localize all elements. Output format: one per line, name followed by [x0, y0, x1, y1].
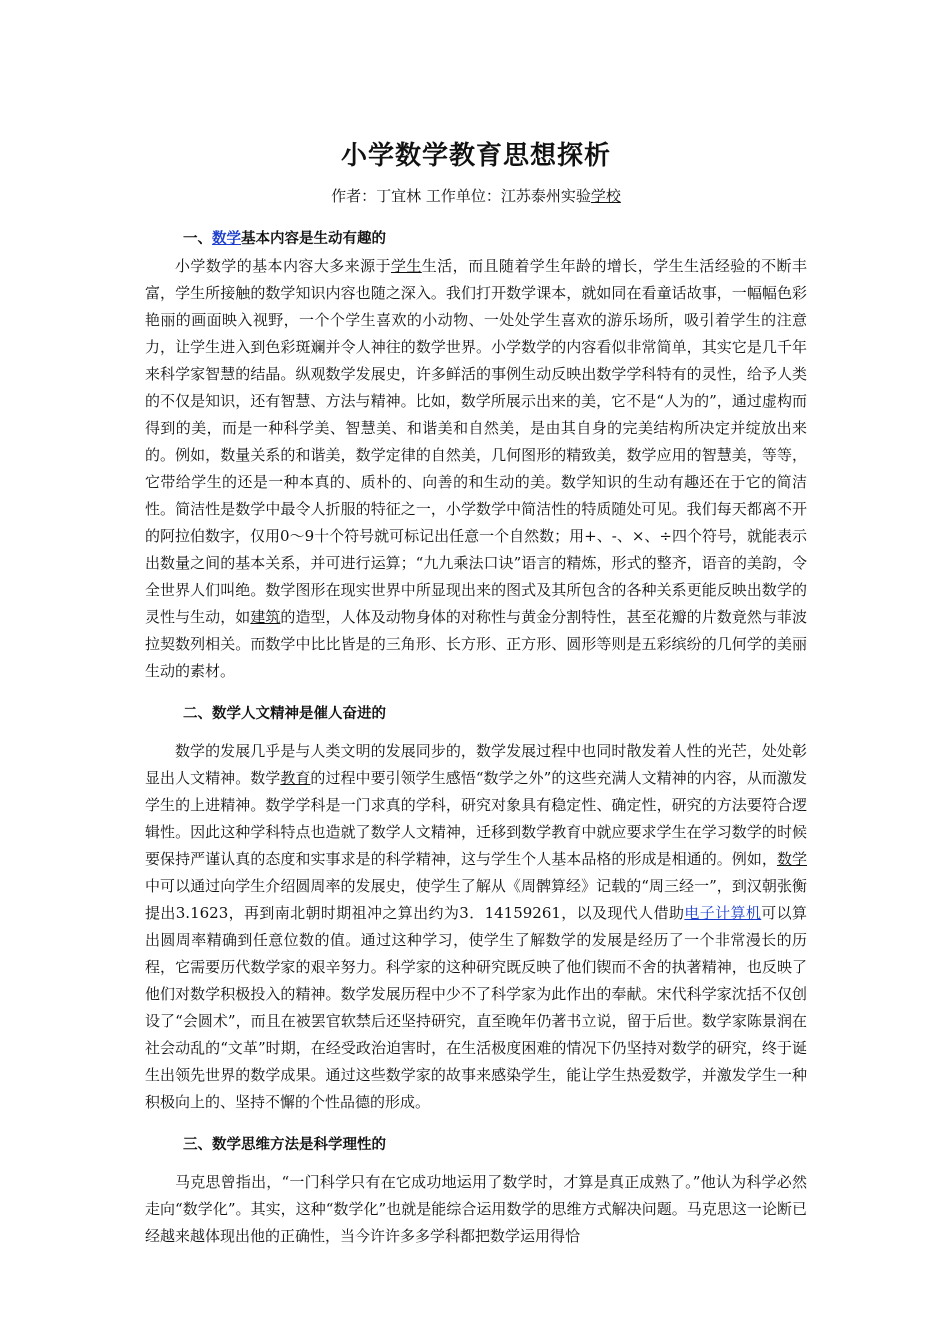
link-education[interactable]: 教育	[280, 769, 311, 787]
link-math[interactable]: 数学	[776, 850, 807, 868]
author-line	[145, 184, 807, 208]
page-title: 小学数学教育思想探析	[340, 141, 611, 171]
section2-heading: 二、数学人文精神是催人奋进的	[183, 706, 386, 722]
section3-text-a: 马克思曾指出，“一门科学只有在它成功地运用了数学时，才算是真正成熟了。”他认为科学必然走向“数学化”。其实，这种“数学化”也就是能综合运用数学的思维方式解决问题。马克思这一论断已经越来越体现出他的正确性，当今许许多多学科都把数学运用得恰	[145, 1173, 807, 1245]
section2-text-b: 的过程中要引领学生感悟“数学之外”的这些充满人文精神的内容，从而激发学生的上进精神。数学学科是一门求真的学科，研究对象具有稳定性、确定性，研究的方法要符合逻辑性。因此这种学科特点也造就了数学人文精神，迁移到数学教育中就应要求学生在学习数学的时候要保持严谨认真的态度和实事求是的科学精神，这与学生个人基本品格的形成是相通的。例如，	[145, 769, 807, 868]
section1-heading-link[interactable]: 数学	[212, 231, 241, 247]
link-student[interactable]: 学生	[390, 257, 422, 275]
section1-text-b: 生活，而且随着学生年龄的增长，学生生活经验的不断丰富，学生所接触的数学知识内容也随之深入。我们打开数学课本，就如同在看童话故事，一幅幅色彩艳丽的画面映入视野，一个个学生喜欢的小动物、一处处学生喜欢的游乐场所，吸引着学生的注意力，让学生进入到色彩斑斓并令人神往的数学世界。小学数学的内容看似非常简单，其实它是几千年来科学家智慧的结晶。纵观数学发展史，许多鲜活的事例生动反映出数学学科特有的灵性，给予人类的不仅是知识，还有智慧、方法与精神。比如，数学所展示出来的美，它不是“人为的”，通过虚构而得到的美，而是一种科学美、智慧美、和谐美和自然美，是由其自身的完美结构所决定并绽放出来的。例如，数量关系的和谐美，数学定律的自然美，几何图形的精致美，数学应用的智慧美，等等，它带给学生的还是一种本真的、质朴的、向善的和生动的美。数学知识的生动有趣还在于它的简洁性。简洁性是数学中最令人折服的特征之一，小学数学中简洁性的特质随处可见。我们每天都离不开的阿拉伯数字，仅用0～9十个符号就可标记出任意一个自然数；用+、-、×、÷四个符号，就能表示出数量之间的基本关系，并可进行运算；“九九乘法口诀”语言的精炼，形式的整齐，语音的美韵，令全世界人们叫绝。数学图形在现实世界中所显现出来的图式及其所包含的各种关系更能反映出数学的灵性与生动，如	[145, 257, 807, 626]
spacer	[145, 728, 807, 738]
section2-text-c: 中可以通过向学生介绍圆周率的发展史，使学生了解从《周髀算经》记载的“周三经一”，到汉朝张衡提出3.1623，再到南北朝时期祖冲之算出约为3．14159261，以及现代人借助	[145, 877, 807, 922]
section1-heading-rest: 基本内容是生动有趣的	[241, 231, 386, 247]
section2-text-d: 可以算出圆周率精确到任意位数的值。通过这种学习，使学生了解数学的发展是经历了一个非常漫长的历程，它需要历代数学家的艰辛努力。科学家的这种研究既反映了他们锲而不舍的执著精神，也反映了他们对数学积极投入的精神。数学发展历程中少不了科学家为此作出的奉献。宋代科学家沈括不仅创设了“会圆术”，而且在被罢官软禁后还坚持研究，直至晚年仍著书立说，留于后世。数学家陈景润在社会动乱的“文革”时期，在经受政治迫害时，在生活极度困难的情况下仍坚持对数学的研究，终于诞生出领先世界的数学成果。通过这些数学家的故事来感染学生，能让学生热爱数学，并激发学生一种积极向上的、坚持不懈的个性品德的形成。	[145, 904, 807, 1111]
section1-heading-prefix: 一、	[183, 231, 212, 247]
spacer	[145, 1159, 807, 1169]
section1-text-a: 小学数学的基本内容大多来源于	[175, 257, 391, 275]
section2-text-a: 数学的发展几乎是与人类文明的发展同步的，数学发展过程中也同时散发着人性的光芒，处处彰显出人文精神。数学	[145, 742, 807, 787]
link-computer[interactable]: 电子计算机	[684, 904, 762, 922]
document-page	[145, 120, 807, 1256]
section2-paragraph	[145, 738, 807, 1116]
section1-text-c: 的造型，人体及动物身体的对称性与黄金分割特性，甚至花瓣的片数竟然与菲波拉契数列相关。而数学中比比皆是的三角形、长方形、正方形、圆形等则是五彩缤纷的几何学的美丽生动的素材。	[145, 608, 807, 680]
spacer	[145, 1122, 807, 1132]
section1-heading	[145, 226, 807, 253]
section1-paragraph	[145, 253, 807, 685]
section3-paragraph	[145, 1169, 807, 1250]
author-link-school[interactable]: 学校	[590, 187, 621, 205]
section3-heading: 三、数学思维方法是科学理性的	[183, 1137, 386, 1153]
spacer	[145, 691, 807, 701]
link-architecture[interactable]: 建筑	[250, 608, 281, 626]
author-text: 作者：丁宜林 工作单位：江苏泰州实验	[331, 187, 591, 205]
